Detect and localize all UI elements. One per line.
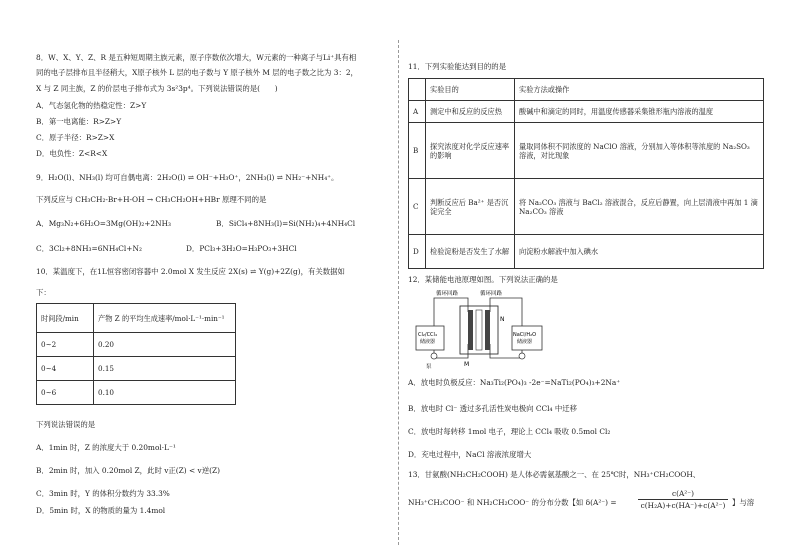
q8-line3: X 与 Z 同主族，Z 的价层电子排布式为 3s²3p⁴。下列说法错误的是( ) <box>36 84 278 93</box>
pump-right <box>519 353 525 359</box>
q10-table-cell: 0.20 <box>94 333 236 357</box>
q12-option-d: D．充电过程中，NaCl 溶液浓度增大 <box>408 450 532 459</box>
q12-option-b: B．放电时 Cl⁻ 透过多孔活性炭电极向 CCl₄ 中迁移 <box>408 404 578 413</box>
q11-header-blank <box>409 79 426 101</box>
q11-row-purpose: 检验淀粉是否发生了水解 <box>426 235 515 269</box>
q10-table-header-time: 时间段/min <box>37 304 94 333</box>
electrode-n <box>485 310 490 350</box>
q10-line2: 下： <box>36 288 51 297</box>
q8-option-d: D．电负性：Z<R<X <box>36 149 108 158</box>
q9-option-a: A．Mg₃N₂+6H₂O=3Mg(OH)₂+2NH₃ <box>36 219 171 228</box>
loop-right-pipe <box>490 298 522 326</box>
q10-option-a: A．1min 时，Z 的浓度大于 0.20mol·L⁻¹ <box>36 443 176 452</box>
q8-option-c: C．原子半径：R>Z>X <box>36 133 115 142</box>
q11-row-method: 酸碱中和滴定的同时，用温度传感器采集锥形瓶内溶液的温度 <box>515 101 764 123</box>
q11-row-method: 将 Na₂CO₃ 溶液与 BaCl₂ 溶液混合，反应后静置，向上层清液中再加 1 滴 Na₂CO₃ 溶液 <box>515 179 764 235</box>
loop-label-right: 循环回路 <box>480 291 503 297</box>
column-divider <box>398 40 399 545</box>
q10-line1: 10．某温度下，在1L恒容密闭容器中 2.0mol X 发生反应 2X(s) ⇌ Y(g)+2Z(g)，有关数据如 <box>36 267 345 276</box>
q9-line1: 9．H₂O(l)、NH₃(l) 均可自偶电离：2H₂O(l) ⇌ OH⁻+H₃O⁺，2NH₃(l) ⇌ NH₂⁻+NH₄⁺。 <box>36 173 339 182</box>
q13-fraction <box>638 489 728 511</box>
q12-option-a: A．放电时负极反应：Na₃Ti₂(PO₄)₃ -2e⁻=NaTi₂(PO₄)₃+2Na⁺ <box>408 378 621 387</box>
battery-diagram <box>414 286 544 370</box>
loop-left-pipe <box>434 298 468 326</box>
q12-option-c: C．放电时每转移 1mol 电子，理论上 CCl₄ 吸收 0.5mol Cl₂ <box>408 427 611 436</box>
q11-row-purpose: 探究浓度对化学反应速率的影响 <box>426 123 515 179</box>
q11-row-option: A <box>409 101 426 123</box>
q11-header-method: 实验方法或操作 <box>515 79 764 101</box>
q11-title: 11．下列实验能达到目的的是 <box>408 62 507 71</box>
q11-row-purpose: 判断反应后 Ba²⁺ 是否沉淀完全 <box>426 179 515 235</box>
q11-row-option: B <box>409 123 426 179</box>
q13-line2b: 】与溶 <box>732 498 755 507</box>
q13-fraction-denominator: c(H₂A)+c(HA⁻)+c(A²⁻) <box>640 501 726 511</box>
loop-label-left: 循环回路 <box>436 291 459 297</box>
q10-table-cell: 0~2 <box>37 333 94 357</box>
q10-option-c: C．3min 时，Y 的体积分数约为 33.3% <box>36 489 170 498</box>
electrode-m-label: M <box>464 361 470 368</box>
q9-option-d: D．PCl₃+3H₂O=H₃PO₃+3HCl <box>186 244 297 253</box>
q11-row-purpose: 测定中和反应的反应热 <box>426 101 515 123</box>
q9-option-c: C．3Cl₂+8NH₃=6NH₄Cl+N₂ <box>36 244 142 253</box>
membrane <box>476 310 482 350</box>
q11-header-purpose: 实验目的 <box>426 79 515 101</box>
pump-label: 泵 <box>426 364 432 370</box>
q12-title: 12．某储能电池原理如图。下列说法正确的是 <box>408 275 558 284</box>
tank-left-label: Cl₂/CCl₄ 储液器 <box>418 332 437 345</box>
q10-table-cell: 0.15 <box>94 357 236 381</box>
q11-row-method: 向淀粉水解液中加入碘水 <box>515 235 764 269</box>
q11-row-option: C <box>409 179 426 235</box>
q10-option-b: B．2min 时，加入 0.20mol Z，此时 v正(Z) < v逆(Z) <box>36 466 221 475</box>
q13-fraction-numerator: c(A²⁻) <box>638 489 728 500</box>
electrode-n-label: N <box>500 316 505 323</box>
tank-right <box>512 326 542 350</box>
q9-line2: 下列反应与 CH₃CH₂-Br+H-OH → CH₃CH₂OH+HBr 原理不同的是 <box>36 195 267 204</box>
q11-table <box>408 78 764 269</box>
q10-prompt: 下列说法错误的是 <box>36 420 96 429</box>
q10-table <box>36 303 236 405</box>
tank-right-label: NaCl/H₂O 储液器 <box>513 332 537 345</box>
q10-table-cell: 0.10 <box>94 381 236 405</box>
q9-option-b: B．SiCl₄+8NH₃(l)=Si(NH₂)₄+4NH₄Cl <box>216 219 356 228</box>
q13-line1: 13．甘氨酸(NH₂CH₂COOH) 是人体必需氨基酸之一、在 25℃时，NH₃⁺CH₂COOH、 <box>408 470 701 479</box>
q10-table-cell: 0~6 <box>37 381 94 405</box>
q8-line1: 8．W、X、Y、Z、R 是五种短周期主族元素，原子序数依次增大，W元素的一种离子与Li⁺具有相 <box>36 53 357 62</box>
q11-row-option: D <box>409 235 426 269</box>
q10-table-cell: 0~4 <box>37 357 94 381</box>
q8-option-a: A．气态氢化物的热稳定性：Z>Y <box>36 101 147 110</box>
q10-table-header-rate: 产物 Z 的平均生成速率/mol·L⁻¹·min⁻¹ <box>94 304 236 333</box>
cell-body <box>460 306 498 354</box>
q8-option-b: B．第一电离能：R>Z>Y <box>36 117 122 126</box>
electrode-m <box>468 310 473 350</box>
tank-left <box>416 326 444 350</box>
q11-row-method: 量取同体积不同浓度的 NaClO 溶液，分别加入等体积等浓度的 Na₂SO₃ 溶液，对比现象 <box>515 123 764 179</box>
pump-left <box>431 353 437 359</box>
q8-line2: 同的电子层排布且半径稍大，X原子核外 L 层的电子数与 Y 原子核外 M 层的电子数之比为 3：2， <box>36 68 358 77</box>
q10-option-d: D．5min 时，X 的物质的量为 1.4mol <box>36 506 166 515</box>
q13-line2a: NH₃⁺CH₂COO⁻ 和 NH₂CH₂COO⁻ 的分布分数【如 δ(A²⁻) = <box>408 498 617 507</box>
